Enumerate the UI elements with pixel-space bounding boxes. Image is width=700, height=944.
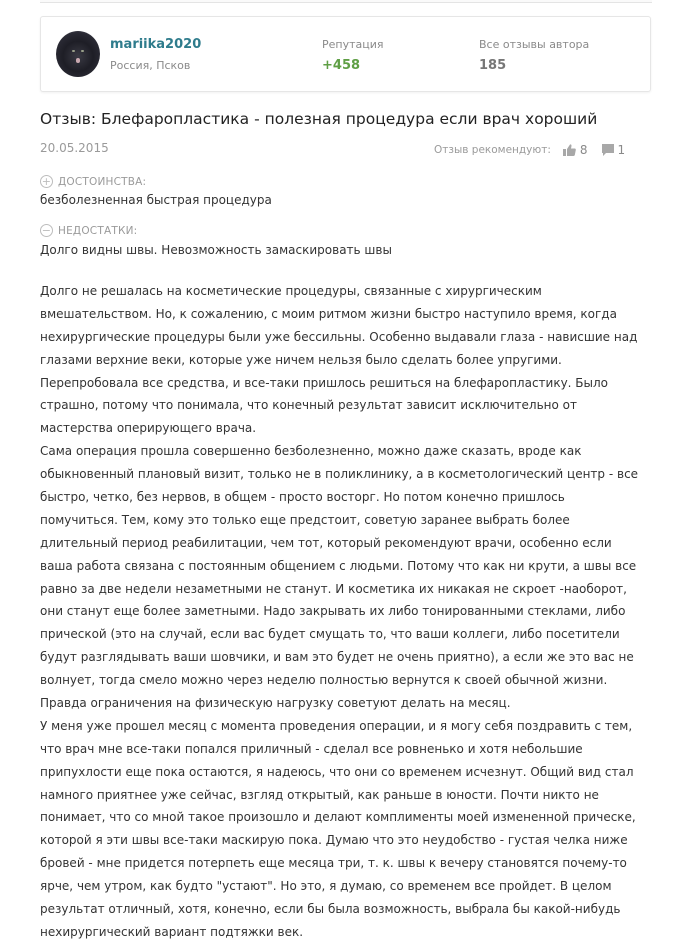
review-body-line: помучиться. Тем, кому это только еще предстоит, советую заранее выбрать более [40, 512, 570, 527]
reputation-value: +458 [322, 58, 361, 73]
all-reviews-label[interactable]: Все отзывы автора [479, 38, 590, 51]
review-body-line: которой я эти швы все-таки маскирую пока. Думаю что это неудобство - густая челка ниже [40, 833, 628, 848]
minus-circle-icon: − [41, 224, 52, 237]
cons-header [40, 224, 137, 237]
review-body-line: обыкновенный плановый визит, только не в поликлинику, а в косметологический центр - все [40, 467, 639, 482]
pros-label: ДОСТОИНСТВА: [58, 175, 147, 188]
author-username-link[interactable]: mariika2020 [110, 37, 202, 52]
review-body-line: ярче, чем утром, как будто "устают". Но это, я думаю, со временем все пройдет. В целом [40, 879, 612, 894]
comments-count: 1 [617, 143, 626, 157]
review-body-line: Правда ограничения на физическую нагрузку советуют делать на месяц. [40, 696, 511, 711]
review-body-line: припухлости еще пока остаются, я надеюсь, что они со временем исчезнут. Общий вид стал [40, 764, 634, 779]
review-body-line: понимает, что со мной такое произошло и делают комплименты моей измененной прическе, [40, 810, 636, 825]
pros-text: безболезненная быстрая процедура [40, 193, 272, 207]
review-body-line: длительный период реабилитации, чем тот, который рекомендуют врачи, особенно если [40, 535, 612, 550]
review-body-line: бровей - мне придется потерпеть еще месяца три, т. к. швы к вечеру становятся почему-то [40, 856, 627, 871]
review-body-line: они станут еще более заметными. Надо закрывать их либо тонированными стеклами, либо [40, 604, 626, 619]
review-body-line: У меня уже прошел месяц с момента проведения операции, и я могу себя поздравить с тем, [40, 718, 633, 733]
review-body-line: прической (это на случай, если вас будет смущать то, что ваши коллеги, либо посетители [40, 627, 620, 642]
avatar-eye-icon [81, 50, 84, 52]
reputation-label: Репутация [322, 38, 384, 51]
cons-label: НЕДОСТАТКИ: [58, 224, 138, 237]
recommend-label: Отзыв рекомендуют: [434, 144, 551, 156]
avatar-nose-icon [76, 58, 80, 63]
top-divider [40, 0, 652, 3]
review-body-line: вмешательством. Но, к сожалению, с моим ритмом жизни быстро наступило время, когда [40, 306, 617, 321]
review-body-line: нехирургические процедуры были уже бессильны. Особенно выдавали глаза - нависшие над [40, 329, 638, 344]
pros-header [40, 175, 146, 188]
review-body-line: результат отличный, хотя, конечно, если бы была возможность, выбрала бы какой-нибудь [40, 902, 621, 917]
avatar-eye-icon [72, 50, 75, 52]
thumbs-up-icon[interactable] [563, 144, 576, 156]
review-body-line: Долго не решалась на косметические процедуры, связанные с хирургическим [40, 284, 542, 298]
review-body-line: мастерства оперирующего врача. [40, 421, 257, 436]
comment-icon[interactable] [602, 144, 614, 156]
review-body-line: будут разглядывать ваши шовчики, и вам это будет не очень приятно), а если же это вас не [40, 650, 634, 665]
review-body-line: Перепробовала все средства, и все-таки пришлось решиться на блефаропластику. Было [40, 375, 609, 390]
review-body-line: ваша работа связана с постоянным общением с людьми. Потому что как ни крути, а швы все [40, 558, 637, 573]
all-reviews-count[interactable]: 185 [479, 58, 507, 73]
plus-circle-icon: + [41, 175, 52, 188]
cons-text: Долго видны швы. Невозможность замаскировать швы [40, 243, 392, 257]
author-location: Россия, Псков [110, 59, 191, 72]
review-body-line: волнует, тогда смело можно через неделю полностью вернутся к своей обычной жизни. [40, 673, 608, 688]
review-title: Отзыв: Блефаропластика - полезная процедура если врач хороший [40, 110, 598, 128]
review-body-line: равно за две недели незаметными не станут. И косметика их никакая не скроет -наоборот, [40, 581, 627, 596]
recommend-bar [434, 142, 625, 158]
author-avatar[interactable] [56, 31, 100, 77]
review-body-line: намного приятнее уже сейчас, взгляд открытый, как раньше в юности. Почти никто не [40, 787, 599, 802]
review-body-line: быстро, четко, без нервов, в общем - просто восторг. Но потом конечно пришлось [40, 490, 565, 505]
review-date: 20.05.2015 [40, 141, 109, 155]
review-body-line: Сама операция прошла совершенно безболезненно, можно даже сказать, вроде как [40, 444, 582, 459]
review-body-line: страшно, потому что понимала, что конечный результат зависит исключительно от [40, 398, 577, 413]
likes-count: 8 [579, 143, 588, 157]
review-body-line: что врач мне все-таки попался приличный - сделал все ровненько и хотя небольшие [40, 741, 583, 756]
review-body-line: нехирургический вариант подтяжки век. [40, 924, 304, 939]
author-card [40, 16, 651, 92]
review-body [40, 280, 660, 944]
review-body-line: глазами верхние веки, которые уже ничем нельзя было сделать более упругими. [40, 352, 562, 367]
